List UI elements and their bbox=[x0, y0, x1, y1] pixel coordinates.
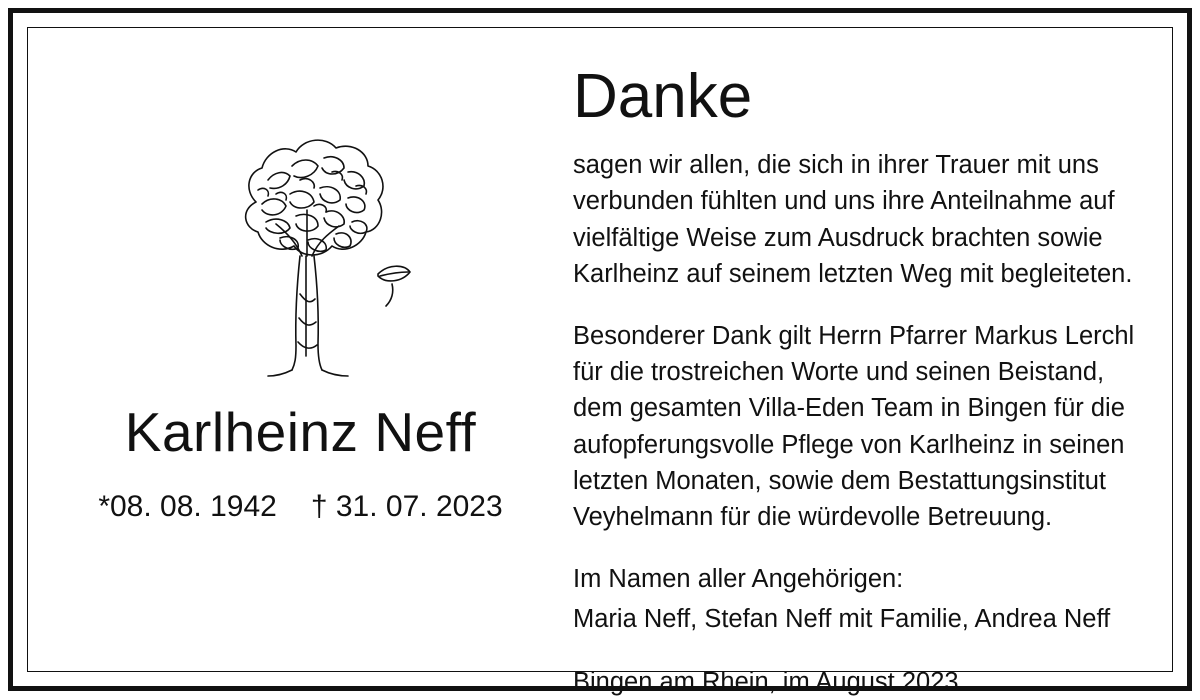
right-column bbox=[573, 28, 1172, 696]
died-symbol: † bbox=[310, 490, 328, 523]
birth-date-group bbox=[98, 490, 277, 523]
birth-date: 08. 08. 1942 bbox=[110, 490, 277, 523]
obituary-inner-border bbox=[27, 27, 1173, 696]
obituary-content bbox=[28, 28, 1172, 696]
thanks-paragraph-1: sagen wir allen, die sich in ihrer Trauer mit uns verbunden fühlten und uns ihre Anteilnahme auf vielfältige Weise zum Ausdruck brachten sowie Karlheinz auf seinem letzten Weg mit begleiteten. bbox=[573, 151, 1133, 288]
born-symbol: * bbox=[98, 490, 110, 523]
thanks-paragraph-2: Besonderer Dank gilt Herrn Pfarrer Markus Lerchl für die trostreichen Worte und seinen Beistand, dem gesamten Villa-Eden Team in Bingen für die aufopferungsvolle Pflege von Karlheinz in seinen letzten Monaten, sowie dem Bestattungsinstitut Veyhelmann für die würdevolle Betreuung. bbox=[573, 321, 1135, 531]
obituary-card bbox=[8, 8, 1192, 696]
death-date-group bbox=[311, 490, 503, 523]
family-intro: Im Namen aller Angehörigen: bbox=[573, 565, 904, 594]
family-names: Maria Neff, Stefan Neff mit Familie, Andrea Neff bbox=[573, 605, 1111, 634]
death-date: 31. 07. 2023 bbox=[335, 490, 503, 523]
life-dates bbox=[28, 490, 573, 524]
tree-with-falling-leaf-icon bbox=[196, 106, 436, 386]
left-column bbox=[28, 28, 573, 671]
deceased-name: Karlheinz Neff bbox=[124, 401, 477, 463]
thanks-title: Danke bbox=[573, 62, 753, 131]
tree-illustration bbox=[196, 106, 436, 386]
place-and-date: Bingen am Rhein, im August 2023 bbox=[573, 667, 959, 696]
